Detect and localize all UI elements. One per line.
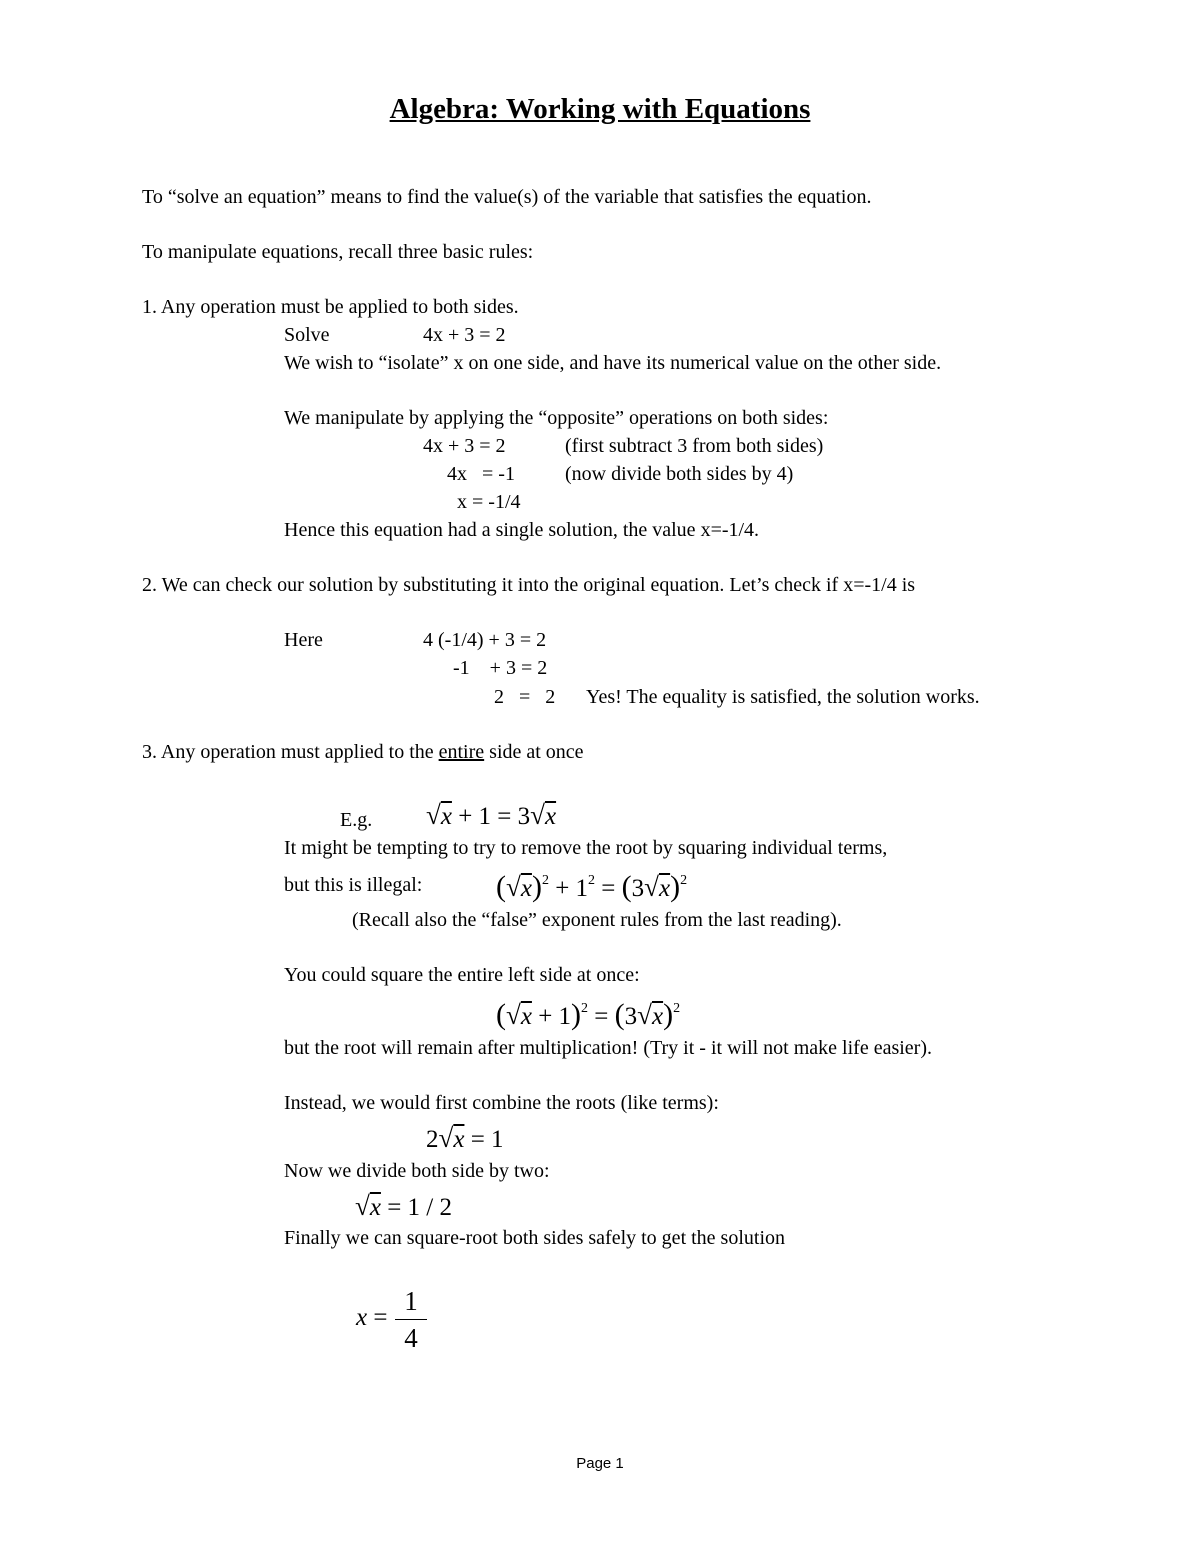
- page-number: Page 1: [576, 1455, 624, 1472]
- root-remains-text: but the root will remain after multiplication! (Try it - it will not make life easier).: [284, 1037, 932, 1059]
- fraction-denominator: 4: [404, 1323, 418, 1353]
- step1-equation: 4x + 3 = 2: [423, 435, 506, 457]
- solve-label: Solve: [284, 324, 330, 346]
- rule3-heading: [142, 740, 584, 764]
- fraction-bar: [395, 1319, 427, 1320]
- page-title: Algebra: Working with Equations: [389, 93, 811, 125]
- example-equation: √x + 1 = 3√x: [426, 800, 557, 830]
- step2-note: (now divide both sides by 4): [565, 463, 794, 485]
- manipulate-text: We manipulate by applying the “opposite” operations on both sides:: [284, 407, 829, 429]
- rule2-heading: 2. We can check our solution by substituting it into the original equation. Let’s check if x=-1/4 is: [142, 574, 916, 596]
- illegal-text: but this is illegal:: [284, 874, 423, 896]
- rule3-heading-pre: 3. Any operation must applied to the: [142, 741, 439, 763]
- check-step1: 4 (-1/4) + 3 = 2: [423, 629, 547, 651]
- rule3-heading-post: side at once: [484, 741, 584, 763]
- recall-text: (Recall also the “false” exponent rules from the last reading).: [352, 909, 842, 931]
- step2-equation: 4x = -1: [447, 463, 515, 485]
- fraction-numerator: 1: [404, 1286, 418, 1316]
- check-step2: -1 + 3 = 2: [453, 657, 548, 679]
- divide-text: Now we divide both side by two:: [284, 1160, 550, 1182]
- finally-text: Finally we can square-root both sides safely to get the solution: [284, 1227, 786, 1249]
- solve-equation: 4x + 3 = 2: [423, 324, 506, 346]
- solution-lhs: x =: [356, 1304, 388, 1331]
- squared-entire-equation: $(√x + 1)^2 = (3√x)^2$: [496, 998, 681, 1031]
- check-step3: 2 = 2: [494, 686, 556, 708]
- check-step3-note: Yes! The equality is satisfied, the solution works.: [586, 686, 980, 708]
- rule1-heading: 1. Any operation must be applied to both sides.: [142, 296, 519, 318]
- solution-fraction: [395, 1285, 427, 1354]
- square-entire-text: You could square the entire left side at once:: [284, 964, 640, 986]
- tempting-text: It might be tempting to try to remove the root by squaring individual terms,: [284, 837, 888, 859]
- rule3-heading-entire: entire: [438, 741, 485, 763]
- isolate-text: We wish to “isolate” x on one side, and have its numerical value on the other side.: [284, 352, 942, 374]
- eg-label: E.g.: [340, 809, 373, 831]
- divided-equation: √x = 1 / 2: [355, 1191, 452, 1221]
- illegal-equation: $(√x)^2 + 1^2 = (3√x)^2$: [496, 870, 688, 903]
- intro-definition: To “solve an equation” means to find the value(s) of the variable that satisfies the equation.: [142, 186, 872, 208]
- combined-equation: 2√x = 1: [426, 1123, 504, 1153]
- intro-rules: To manipulate equations, recall three basic rules:: [142, 241, 534, 263]
- rule1-conclusion: Hence this equation had a single solution, the value x=-1/4.: [284, 519, 760, 541]
- combine-text: Instead, we would first combine the roots (like terms):: [284, 1092, 719, 1114]
- here-label: Here: [284, 629, 323, 651]
- step3-equation: x = -1/4: [457, 491, 521, 513]
- step1-note: (first subtract 3 from both sides): [565, 435, 824, 457]
